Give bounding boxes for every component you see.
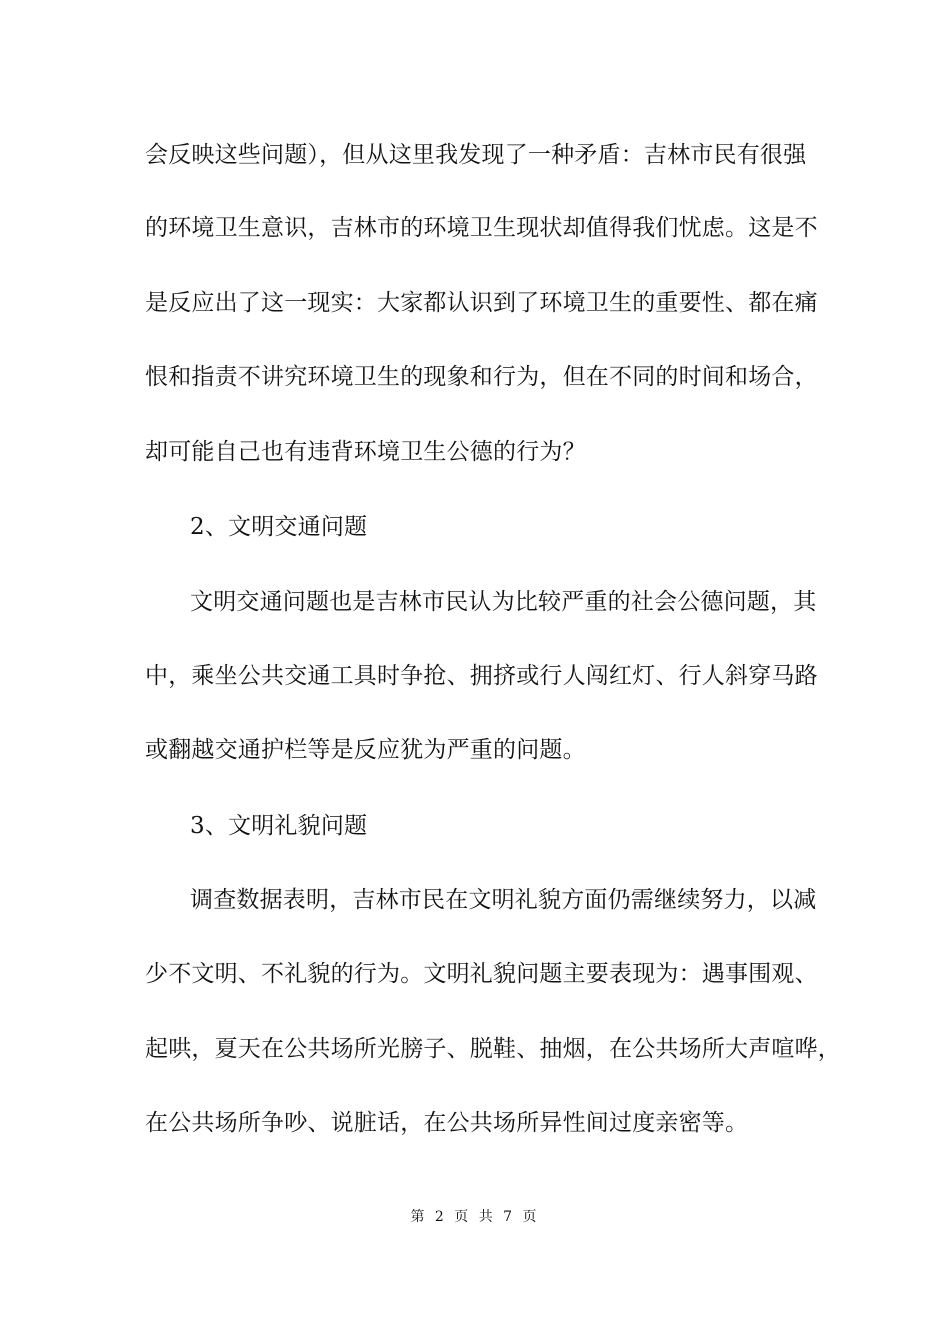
paragraph-line: 恨和指责不讲究环境卫生的现象和行为，但在不同的时间和场合，: [145, 364, 818, 390]
paragraph-line: 的环境卫生意识，吉林市的环境卫生现状却值得我们忧虑。这是不: [145, 215, 818, 241]
paragraph-line: 在公共场所争吵、说脏话，在公共场所异性间过度亲密等。: [145, 1110, 749, 1136]
section-heading: 2、文明交通问题: [190, 514, 368, 540]
paragraph-line: 中，乘坐公共交通工具时争抢、拥挤或行人闯红灯、行人斜穿马路: [145, 663, 818, 689]
paragraph-line: 起哄，夏天在公共场所光膀子、脱鞋、抽烟，在公共场所大声喧哗，: [145, 1036, 841, 1062]
paragraph-line: 是反应出了这一现实：大家都认识到了环境卫生的重要性、都在痛: [145, 290, 818, 316]
paragraph-line: 会反映这些问题），但从这里我发现了一种矛盾：吉林市民有很强: [145, 142, 807, 168]
paragraph-line: 文明交通问题也是吉林市民认为比较严重的社会公德问题，其: [190, 589, 817, 615]
section-heading: 3、文明礼貌问题: [190, 813, 368, 839]
paragraph-line: 却可能自己也有违背环境卫生公德的行为？: [145, 439, 586, 465]
paragraph-line: 调查数据表明，吉林市民在文明礼貌方面仍需继续努力，以减: [190, 887, 817, 913]
page-number-footer: 第 2 页 共 7 页: [410, 1209, 540, 1225]
paragraph-line: 少不文明、不礼貌的行为。文明礼貌问题主要表现为：遇事围观、: [145, 961, 818, 987]
paragraph-line: 或翻越交通护栏等是反应犹为严重的问题。: [145, 737, 586, 763]
